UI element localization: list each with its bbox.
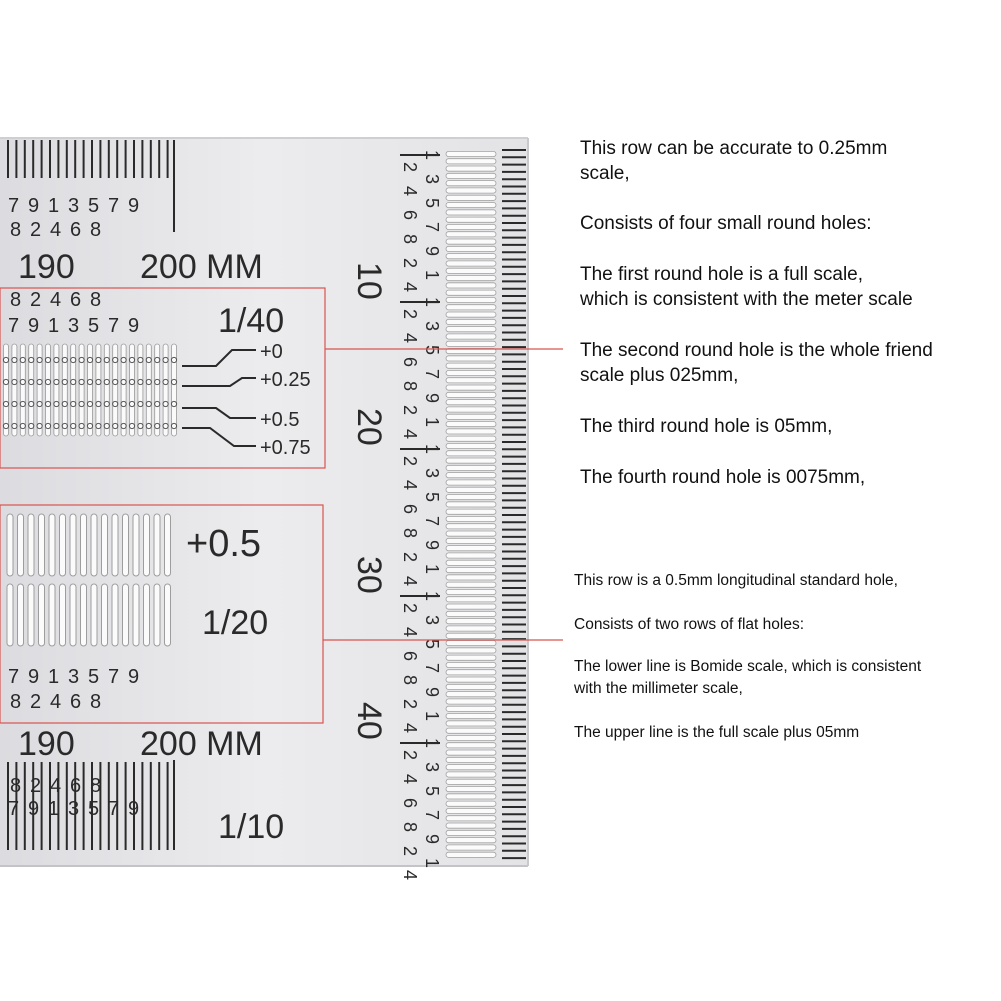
scale-digit: 7 (422, 516, 442, 527)
annotation-row1-line4: The second round hole is the whole friend scale plus 025mm, (580, 340, 933, 386)
flat-hole (446, 524, 496, 529)
flat-hole (446, 370, 496, 375)
scale-digit: 6 (400, 504, 420, 515)
scale-digit: 2 (400, 162, 420, 173)
scale-digit: 6 (70, 289, 82, 311)
flat-hole (446, 779, 496, 784)
flat-hole (154, 514, 160, 576)
scale-digit: 3 (422, 762, 442, 773)
flat-hole (446, 217, 496, 222)
flat-hole (446, 443, 496, 448)
scale-digit: 8 (90, 775, 102, 797)
scale-digit: 6 (400, 651, 420, 662)
scale-digit: 2 (400, 552, 420, 563)
scale-digit: 6 (70, 775, 82, 797)
flat-hole (446, 246, 496, 251)
label-1-10: 1/10 (218, 808, 285, 846)
label-190-bottom: 190 (18, 725, 75, 763)
flat-hole (446, 750, 496, 755)
scale-digit: 5 (422, 492, 442, 503)
scale-digit: 4 (400, 480, 420, 491)
flat-hole (446, 743, 496, 748)
scale-digit: 1 (422, 297, 442, 308)
flat-hole (446, 626, 496, 631)
scale-digit: 7 (8, 315, 20, 337)
flat-hole (446, 188, 496, 193)
flat-hole (70, 584, 76, 646)
flat-hole (446, 502, 496, 507)
flat-hole (446, 516, 496, 521)
flat-hole (446, 341, 496, 346)
label-200mm-bottom: 200 MM (140, 725, 263, 763)
flat-hole (28, 584, 34, 646)
flat-hole (446, 852, 496, 857)
annotation-row2-line1: This row is a 0.5mm longitudinal standard hole, (574, 572, 898, 589)
scale-digit: 7 (422, 663, 442, 674)
scale-digit: 4 (400, 576, 420, 587)
flat-hole (446, 151, 496, 156)
scale-digit: 4 (400, 723, 420, 734)
vertical-label-40: 40 (350, 702, 388, 740)
hole-offset-05: +0.5 (260, 409, 300, 431)
flat-hole (446, 414, 496, 419)
flat-hole (446, 699, 496, 704)
scale-digit: 2 (400, 846, 420, 857)
flat-hole (446, 465, 496, 470)
flat-hole (446, 531, 496, 536)
flat-hole (446, 436, 496, 441)
flat-hole (446, 692, 496, 697)
vertical-label-20: 20 (350, 408, 388, 446)
flat-hole (446, 553, 496, 558)
hole-offset-0: +0 (260, 341, 283, 363)
flat-hole (446, 166, 496, 171)
flat-hole (446, 385, 496, 390)
scale-digit: 5 (88, 798, 100, 820)
flat-hole (446, 487, 496, 492)
scale-digit: 8 (90, 289, 102, 311)
scale-digit: 4 (50, 691, 62, 713)
flat-hole (446, 400, 496, 405)
flat-hole (133, 514, 139, 576)
flat-hole (49, 584, 55, 646)
flat-hole (446, 611, 496, 616)
label-plus-half: +0.5 (186, 523, 262, 565)
flat-hole (446, 619, 496, 624)
flat-hole (446, 203, 496, 208)
scale-digit: 1 (422, 270, 442, 281)
flat-hole (91, 514, 97, 576)
scale-digit: 2 (30, 775, 42, 797)
flat-hole (446, 823, 496, 828)
flat-hole (446, 232, 496, 237)
flat-hole (446, 830, 496, 835)
flat-hole (154, 584, 160, 646)
flat-hole (446, 305, 496, 310)
scale-digit: 2 (400, 309, 420, 320)
scale-digit: 8 (400, 822, 420, 833)
annotation-row1-line3: The first round hole is a full scale, which is consistent with the meter scale (580, 264, 913, 310)
scale-digit: 4 (400, 186, 420, 197)
flat-hole (446, 276, 496, 281)
scale-digit: 7 (108, 798, 120, 820)
scale-digit: 2 (400, 699, 420, 710)
scale-digit: 4 (400, 333, 420, 344)
flat-hole (446, 677, 496, 682)
scale-digit: 1 (422, 444, 442, 455)
flat-hole (446, 838, 496, 843)
flat-hole (446, 181, 496, 186)
scale-digit: 8 (400, 234, 420, 245)
vertical-label-10: 10 (350, 262, 388, 300)
scale-digit: 4 (50, 289, 62, 311)
flat-hole (446, 721, 496, 726)
scale-digit: 7 (8, 195, 20, 217)
scale-digit: 9 (28, 798, 40, 820)
label-200mm-top: 200 MM (140, 248, 263, 286)
scale-digit: 8 (90, 219, 102, 241)
flat-hole (446, 633, 496, 638)
scale-digit: 5 (422, 345, 442, 356)
scale-digit: 8 (400, 528, 420, 539)
scale-digit: 7 (8, 666, 20, 688)
scale-digit: 1 (422, 417, 442, 428)
flat-hole (123, 514, 129, 576)
flat-hole (446, 787, 496, 792)
flat-hole (144, 584, 150, 646)
scale-digit: 1 (48, 666, 60, 688)
scale-digit: 5 (422, 639, 442, 650)
scale-digit: 9 (422, 246, 442, 257)
scale-digit: 6 (70, 691, 82, 713)
scale-digit: 9 (128, 798, 140, 820)
scale-digit: 6 (400, 210, 420, 221)
flat-hole (446, 597, 496, 602)
flat-hole (60, 514, 66, 576)
scale-digit: 3 (68, 666, 80, 688)
flat-hole (446, 641, 496, 646)
flat-hole (446, 546, 496, 551)
annotation-row1-line2: Consists of four small round holes: (580, 213, 872, 234)
annotation-row1-line6: The fourth round hole is 0075mm, (580, 467, 866, 488)
scale-digit: 3 (422, 468, 442, 479)
scale-digit: 3 (422, 321, 442, 332)
scale-digit: 8 (400, 381, 420, 392)
scale-digit: 1 (48, 195, 60, 217)
scale-digit: 8 (90, 691, 102, 713)
scale-digit: 8 (10, 691, 22, 713)
scale-digit: 9 (422, 393, 442, 404)
flat-hole (49, 514, 55, 576)
flat-hole (446, 495, 496, 500)
scale-digit: 2 (400, 456, 420, 467)
scale-digit: 6 (400, 357, 420, 368)
flat-hole (446, 538, 496, 543)
flat-hole (7, 514, 13, 576)
flat-hole (446, 159, 496, 164)
flat-hole (165, 584, 171, 646)
flat-hole (123, 584, 129, 646)
flat-hole (446, 210, 496, 215)
scale-digit: 1 (422, 150, 442, 161)
scale-digit: 7 (8, 798, 20, 820)
flat-hole (446, 473, 496, 478)
flat-hole (446, 757, 496, 762)
flat-hole (446, 268, 496, 273)
scale-digit: 9 (28, 666, 40, 688)
scale-digit: 9 (28, 315, 40, 337)
flat-hole (446, 765, 496, 770)
flat-hole (446, 735, 496, 740)
scale-digit: 5 (422, 786, 442, 797)
scale-digit: 1 (422, 858, 442, 869)
scale-digit: 1 (48, 798, 60, 820)
scale-digit: 6 (400, 798, 420, 809)
annotation-row2-line2: Consists of two rows of flat holes: (574, 616, 805, 633)
flat-hole (446, 728, 496, 733)
scale-digit: 3 (422, 615, 442, 626)
scale-digit: 7 (108, 666, 120, 688)
flat-hole (446, 254, 496, 259)
scale-digit: 9 (28, 195, 40, 217)
scale-digit: 4 (50, 775, 62, 797)
scale-digit: 2 (400, 603, 420, 614)
flat-hole (60, 584, 66, 646)
flat-hole (446, 655, 496, 660)
scale-digit: 3 (422, 174, 442, 185)
flat-hole (446, 451, 496, 456)
flat-hole (446, 801, 496, 806)
scale-digit: 4 (400, 774, 420, 785)
flat-hole (70, 514, 76, 576)
flat-hole (446, 589, 496, 594)
flat-hole (112, 584, 118, 646)
flat-hole (446, 560, 496, 565)
flat-hole (446, 575, 496, 580)
flat-hole (446, 509, 496, 514)
flat-hole (446, 568, 496, 573)
flat-hole (446, 356, 496, 361)
scale-digit: 2 (30, 219, 42, 241)
scale-digit: 3 (68, 315, 80, 337)
flat-hole (446, 297, 496, 302)
flat-hole (18, 584, 24, 646)
scale-digit: 4 (50, 219, 62, 241)
flat-hole (91, 584, 97, 646)
flat-hole (446, 670, 496, 675)
flat-hole (446, 816, 496, 821)
flat-hole (446, 794, 496, 799)
flat-hole (446, 772, 496, 777)
flat-hole (81, 584, 87, 646)
flat-hole (446, 195, 496, 200)
flat-hole (446, 684, 496, 689)
scale-digit: 4 (400, 429, 420, 440)
flat-hole (446, 261, 496, 266)
annotation-row1-line1: This row can be accurate to 0.25mm scale, (580, 138, 888, 184)
flat-hole (446, 283, 496, 288)
flat-hole (446, 808, 496, 813)
flat-hole (446, 407, 496, 412)
scale-digit: 6 (70, 219, 82, 241)
scale-digit: 2 (400, 405, 420, 416)
flat-hole (446, 239, 496, 244)
flat-hole (446, 714, 496, 719)
flat-hole (446, 312, 496, 317)
scale-digit: 4 (400, 870, 420, 881)
flat-hole (446, 378, 496, 383)
flat-hole (446, 662, 496, 667)
flat-hole (28, 514, 34, 576)
scale-digit: 7 (422, 369, 442, 380)
scale-digit: 8 (400, 675, 420, 686)
scale-digit: 3 (68, 195, 80, 217)
scale-digit: 9 (422, 540, 442, 551)
scale-digit: 9 (422, 687, 442, 698)
scale-digit: 5 (422, 198, 442, 209)
flat-hole (133, 584, 139, 646)
flat-hole (81, 514, 87, 576)
flat-hole (18, 514, 24, 576)
flat-hole (446, 327, 496, 332)
annotation-row2-line3: The lower line is Bomide scale, which is consistent with the millimeter scale, (574, 658, 922, 697)
scale-digit: 2 (400, 258, 420, 269)
scale-digit: 5 (88, 195, 100, 217)
flat-hole (446, 648, 496, 653)
label-1-20: 1/20 (202, 604, 269, 642)
scale-digit: 1 (422, 711, 442, 722)
scale-digit: 9 (422, 834, 442, 845)
flat-hole (446, 224, 496, 229)
scale-digit: 8 (10, 219, 22, 241)
vertical-label-30: 30 (350, 556, 388, 594)
flat-hole (165, 514, 171, 576)
flat-hole (102, 514, 108, 576)
scale-digit: 2 (30, 691, 42, 713)
flat-hole (446, 480, 496, 485)
flat-hole (39, 584, 45, 646)
scale-digit: 9 (128, 195, 140, 217)
annotation-row1-line5: The third round hole is 05mm, (580, 416, 833, 437)
vertical-scale-slots (446, 151, 496, 857)
flat-hole (446, 458, 496, 463)
flat-hole (446, 319, 496, 324)
scale-digit: 2 (400, 750, 420, 761)
flat-hole (446, 429, 496, 434)
scale-digit: 7 (108, 195, 120, 217)
flat-hole (446, 392, 496, 397)
flat-hole (446, 334, 496, 339)
label-190-top: 190 (18, 248, 75, 286)
flat-hole (446, 706, 496, 711)
scale-digit: 9 (128, 315, 140, 337)
scale-digit: 4 (400, 282, 420, 293)
scale-digit: 7 (422, 222, 442, 233)
label-1-40: 1/40 (218, 302, 285, 340)
flat-hole (7, 584, 13, 646)
scale-digit: 2 (30, 289, 42, 311)
flat-hole (446, 422, 496, 427)
flat-hole (446, 582, 496, 587)
hole-offset-075: +0.75 (260, 437, 311, 459)
annotation-row2-line4: The upper line is the full scale plus 05mm (574, 724, 860, 741)
flat-hole (446, 363, 496, 368)
flat-hole (102, 584, 108, 646)
scale-digit: 1 (48, 315, 60, 337)
scale-digit: 7 (108, 315, 120, 337)
scale-digit: 7 (422, 810, 442, 821)
scale-digit: 8 (10, 775, 22, 797)
scale-digit: 9 (128, 666, 140, 688)
scale-digit: 8 (10, 289, 22, 311)
flat-hole (144, 514, 150, 576)
scale-digit: 1 (422, 591, 442, 602)
flat-hole (446, 845, 496, 850)
flat-hole (446, 604, 496, 609)
flat-hole (446, 173, 496, 178)
scale-digit: 4 (400, 627, 420, 638)
flat-hole (446, 290, 496, 295)
scale-digit: 1 (422, 738, 442, 749)
scale-digit: 5 (88, 315, 100, 337)
scale-digit: 3 (68, 798, 80, 820)
scale-digit: 5 (88, 666, 100, 688)
hole-offset-025: +0.25 (260, 369, 311, 391)
flat-hole (112, 514, 118, 576)
flat-hole (39, 514, 45, 576)
slots-1-40 (3, 344, 176, 436)
scale-digit: 1 (422, 564, 442, 575)
